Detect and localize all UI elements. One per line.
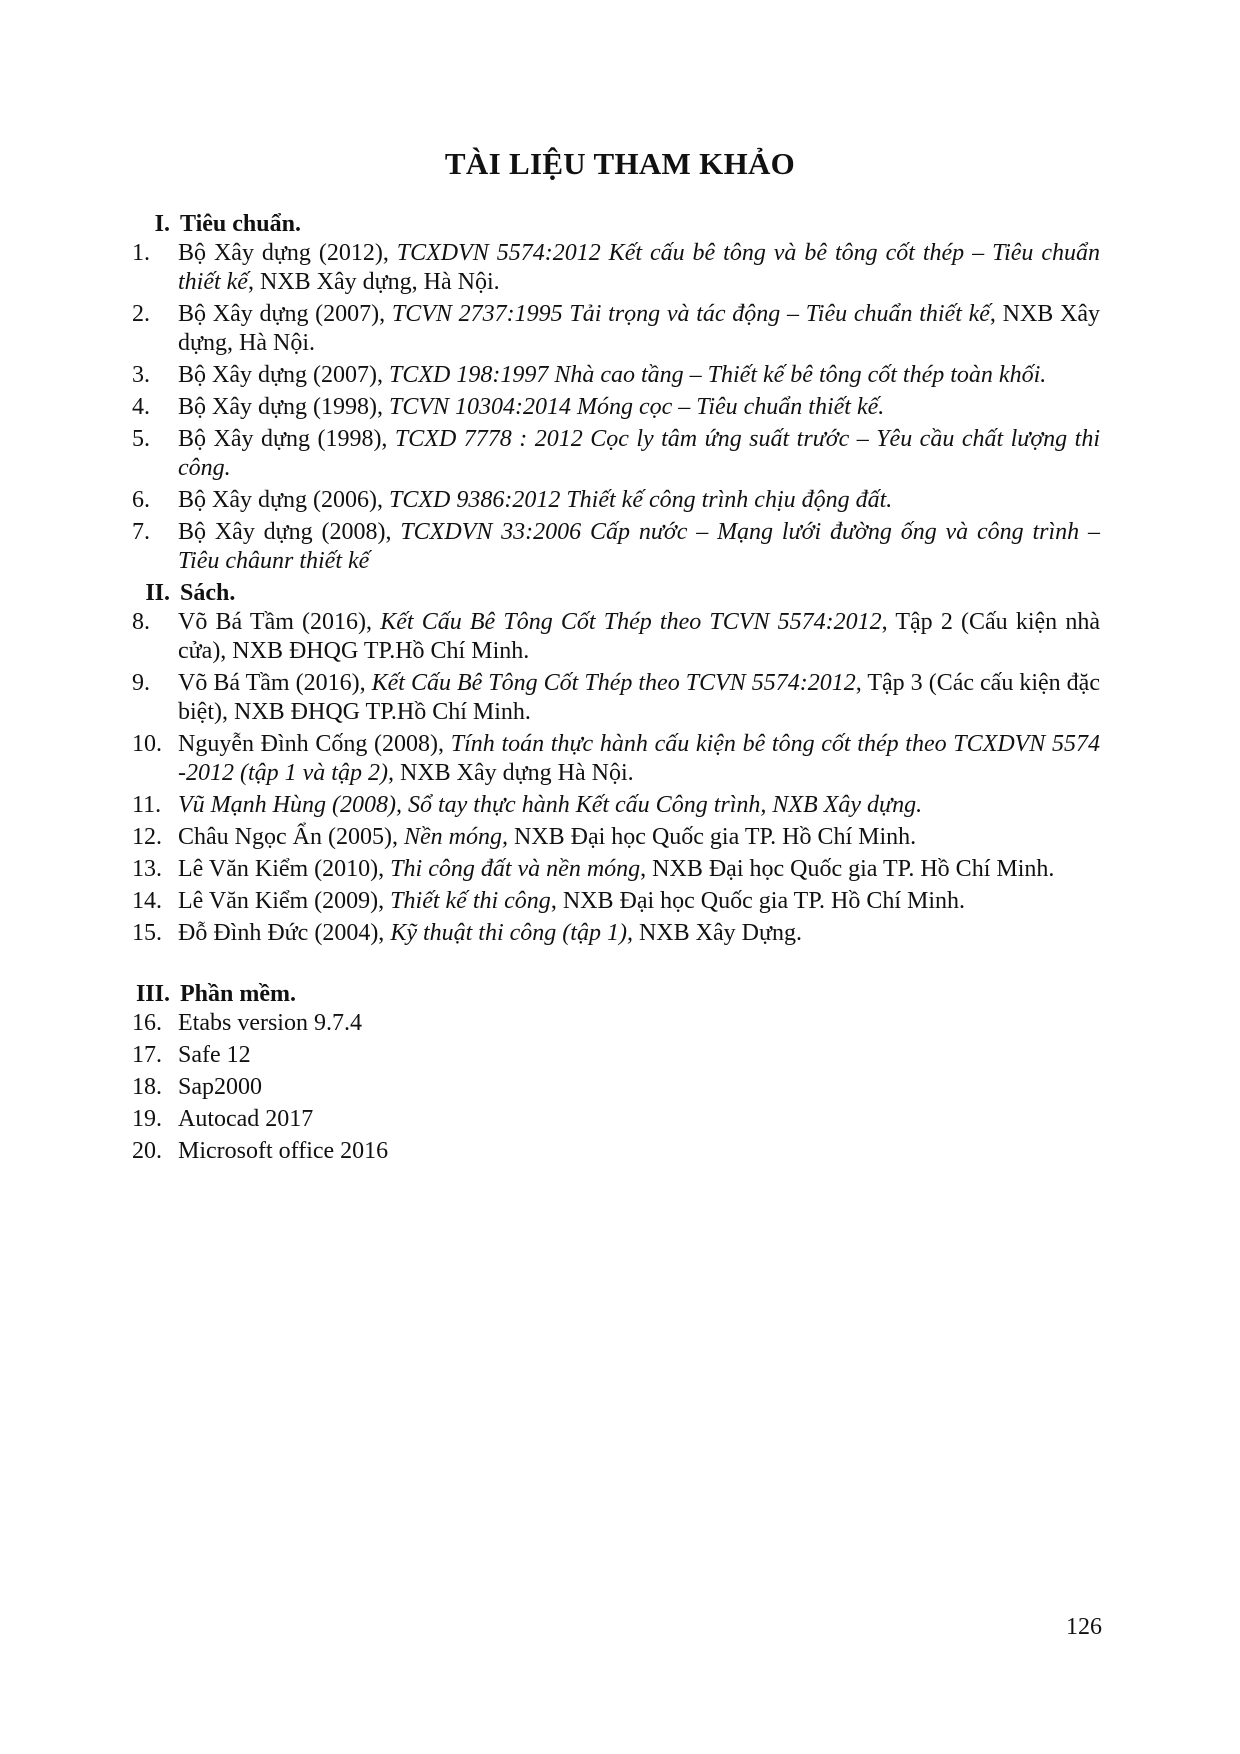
reference-item xyxy=(132,300,1100,358)
references-content xyxy=(132,208,1100,1169)
section-heading-software xyxy=(132,980,1100,1009)
reference-item xyxy=(132,855,1100,884)
reference-text: Nguyễn Đình Cống (2008), Tính toán thực hành cấu kiện bê tông cốt thép theo TCXDVN 5574 -2012 (tập 1 và tập 2), NXB Xây dựng Hà Nội. xyxy=(178,731,1100,786)
reference-text: Lê Văn Kiểm (2010), Thi công đất và nền móng, NXB Đại học Quốc gia TP. Hồ Chí Minh. xyxy=(178,856,1055,882)
reference-number: 10. xyxy=(132,731,162,757)
reference-number: 8. xyxy=(132,609,150,635)
section-heading-standards xyxy=(132,210,1100,239)
section-title: Tiêu chuẩn. xyxy=(180,211,301,237)
reference-item xyxy=(132,425,1100,483)
reference-number: 15. xyxy=(132,920,162,946)
reference-text: Safe 12 xyxy=(178,1042,251,1068)
reference-number: 6. xyxy=(132,487,150,513)
reference-item xyxy=(132,823,1100,852)
reference-number: 20. xyxy=(132,1138,162,1164)
reference-text: Sap2000 xyxy=(178,1074,262,1100)
reference-number: 12. xyxy=(132,824,162,850)
reference-text: Lê Văn Kiểm (2009), Thiết kế thi công, NXB Đại học Quốc gia TP. Hồ Chí Minh. xyxy=(178,888,966,914)
reference-text: Bộ Xây dựng (2008), TCXDVN 33:2006 Cấp nước – Mạng lưới đường ống và công trình – Tiêu châunr thiết kế xyxy=(178,519,1101,574)
reference-item xyxy=(132,1009,1100,1038)
section-number: III. xyxy=(135,981,170,1007)
reference-number: 3. xyxy=(132,362,150,388)
reference-text: Bộ Xây dựng (2007), TCVN 2737:1995 Tải trọng và tác động – Tiêu chuẩn thiết kế, NXB Xây dựng, Hà Nội. xyxy=(178,301,1101,356)
reference-item xyxy=(132,791,1100,820)
reference-text: Autocad 2017 xyxy=(178,1106,314,1132)
page-title: TÀI LIỆU THAM KHẢO xyxy=(444,146,796,181)
reference-item xyxy=(132,608,1100,666)
reference-item xyxy=(132,887,1100,916)
reference-number: 13. xyxy=(132,856,162,882)
reference-item xyxy=(132,361,1100,390)
reference-item xyxy=(132,1105,1100,1134)
reference-item xyxy=(132,518,1100,576)
reference-text: Bộ Xây dựng (2012), TCXDVN 5574:2012 Kết cấu bê tông và bê tông cốt thép – Tiêu chuẩn thiết kế, NXB Xây dựng, Hà Nội. xyxy=(178,240,1101,295)
reference-item xyxy=(132,730,1100,788)
reference-item xyxy=(132,919,1100,948)
reference-text: Châu Ngọc Ẩn (2005), Nền móng, NXB Đại học Quốc gia TP. Hồ Chí Minh. xyxy=(178,824,917,850)
reference-number: 5. xyxy=(132,426,150,452)
reference-number: 7. xyxy=(132,519,150,545)
reference-number: 2. xyxy=(132,301,150,327)
reference-number: 17. xyxy=(132,1042,162,1068)
reference-text: Bộ Xây dựng (2006), TCXD 9386:2012 Thiết kế công trình chịu động đất. xyxy=(178,487,893,513)
reference-number: 11. xyxy=(132,792,162,818)
reference-item xyxy=(132,1073,1100,1102)
reference-text: Vũ Mạnh Hùng (2008), Sổ tay thực hành Kết cấu Công trình, NXB Xây dựng. xyxy=(178,792,923,818)
reference-item xyxy=(132,239,1100,297)
reference-item xyxy=(132,393,1100,422)
reference-number: 19. xyxy=(132,1106,162,1132)
reference-number: 1. xyxy=(132,240,150,266)
reference-text: Võ Bá Tầm (2016), Kết Cấu Bê Tông Cốt Thép theo TCVN 5574:2012, Tập 2 (Cấu kiện nhà cửa), NXB ĐHQG TP.Hồ Chí Minh. xyxy=(178,609,1100,664)
reference-text: Etabs version 9.7.4 xyxy=(178,1010,362,1036)
section-number: II. xyxy=(145,580,170,606)
reference-item xyxy=(132,1137,1100,1166)
reference-text: Microsoft office 2016 xyxy=(178,1138,389,1164)
page-number: 126 xyxy=(1066,1614,1102,1640)
reference-number: 16. xyxy=(132,1010,162,1036)
reference-text: Đỗ Đình Đức (2004), Kỹ thuật thi công (tập 1), NXB Xây Dựng. xyxy=(178,920,802,946)
reference-number: 14. xyxy=(132,888,162,914)
reference-number: 4. xyxy=(132,394,150,420)
section-heading-books xyxy=(132,579,1100,608)
reference-text: Bộ Xây dựng (2007), TCXD 198:1997 Nhà cao tầng – Thiết kế bê tông cốt thép toàn khối. xyxy=(178,362,1047,388)
reference-item xyxy=(132,669,1100,727)
reference-text: Bộ Xây dựng (1998), TCVN 10304:2014 Móng cọc – Tiêu chuẩn thiết kế. xyxy=(178,394,885,420)
reference-text: Võ Bá Tầm (2016), Kết Cấu Bê Tông Cốt Thép theo TCVN 5574:2012, Tập 3 (Các cấu kiện đặc biệt), NXB ĐHQG TP.Hồ Chí Minh. xyxy=(178,670,1100,725)
reference-item xyxy=(132,486,1100,515)
reference-number: 18. xyxy=(132,1074,162,1100)
section-number: I. xyxy=(154,211,170,237)
section-title: Sách. xyxy=(180,580,236,606)
reference-item xyxy=(132,1041,1100,1070)
reference-number: 9. xyxy=(132,670,150,696)
reference-text: Bộ Xây dựng (1998), TCXD 7778 : 2012 Cọc ly tâm ứng suất trước – Yêu cầu chất lượng thi công. xyxy=(178,426,1101,481)
section-title: Phần mềm. xyxy=(180,981,296,1007)
